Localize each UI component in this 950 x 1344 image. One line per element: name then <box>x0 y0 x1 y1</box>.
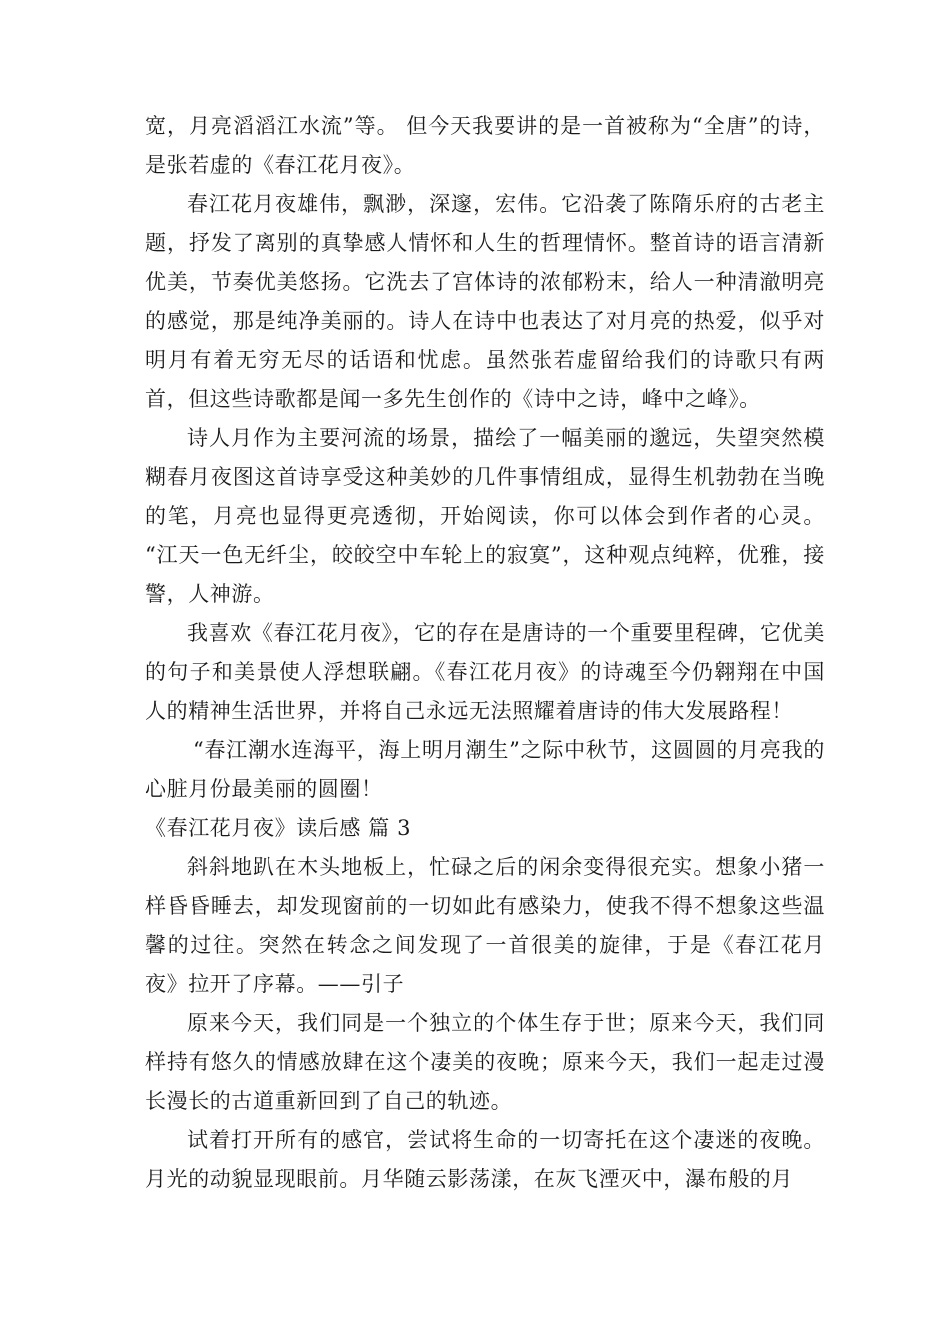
document-body <box>145 107 825 1199</box>
paragraph-continuation: 宽，月亮滔滔江水流”等。 但今天我要讲的是一首被称为“全唐”的诗，是张若虚的《春江花月夜》。 <box>145 114 825 177</box>
paragraph: 试着打开所有的感官，尝试将生命的一切寄托在这个凄迷的夜晚。月光的动貌显现眼前。月华随云影荡漾，在灰飞湮灭中，瀑布般的月 <box>145 1128 825 1191</box>
paragraph: “春江潮水连海平，海上明月潮生”之际中秋节，这圆圆的月亮我的心脏月份最美丽的圆圈！ <box>145 738 825 801</box>
paragraph: 斜斜地趴在木头地板上，忙碌之后的闲余变得很充实。想象小猪一样昏昏睡去，却发现窗前的一切如此有感染力，使我不得不想象这些温馨的过往。突然在转念之间发现了一首很美的旋律，于是《春江花月夜》拉开了序幕。——引子 <box>145 855 825 996</box>
paragraph: 我喜欢《春江花月夜》，它的存在是唐诗的一个重要里程碑，它优美的句子和美景使人浮想联翩。《春江花月夜》的诗魂至今仍翱翔在中国人的精神生活世界，并将自己永远无法照耀着唐诗的伟大发展路程！ <box>145 621 825 723</box>
paragraph: 原来今天，我们同是一个独立的个体生存于世；原来今天，我们同样持有悠久的情感放肆在这个凄美的夜晚；原来今天，我们一起走过漫长漫长的古道重新回到了自己的轨迹。 <box>145 1011 825 1113</box>
paragraph: 诗人月作为主要河流的场景，描绘了一幅美丽的邈远，失望突然模糊春月夜图这首诗享受这种美妙的几件事情组成，显得生机勃勃在当晚的笔，月亮也显得更亮透彻，开始阅读，你可以体会到作者的心灵。 “江天一色无纤尘，皎皎空中车轮上的寂寞”，这种观点纯粹，优雅，接警，人神游。 <box>145 426 825 606</box>
section-heading: 《春江花月夜》读后感 篇 3 <box>145 816 412 840</box>
paragraph: 春江花月夜雄伟，飘渺，深邃，宏伟。它沿袭了陈隋乐府的古老主题，抒发了离别的真挚感人情怀和人生的哲理情怀。整首诗的语言清新优美，节奏优美悠扬。它洗去了宫体诗的浓郁粉末，给人一种清澈明亮的感觉，那是纯净美丽的。诗人在诗中也表达了对月亮的热爱，似乎对明月有着无穷无尽的话语和忧虑。虽然张若虚留给我们的诗歌只有两首，但这些诗歌都是闻一多先生创作的《诗中之诗，峰中之峰》。 <box>145 192 825 411</box>
